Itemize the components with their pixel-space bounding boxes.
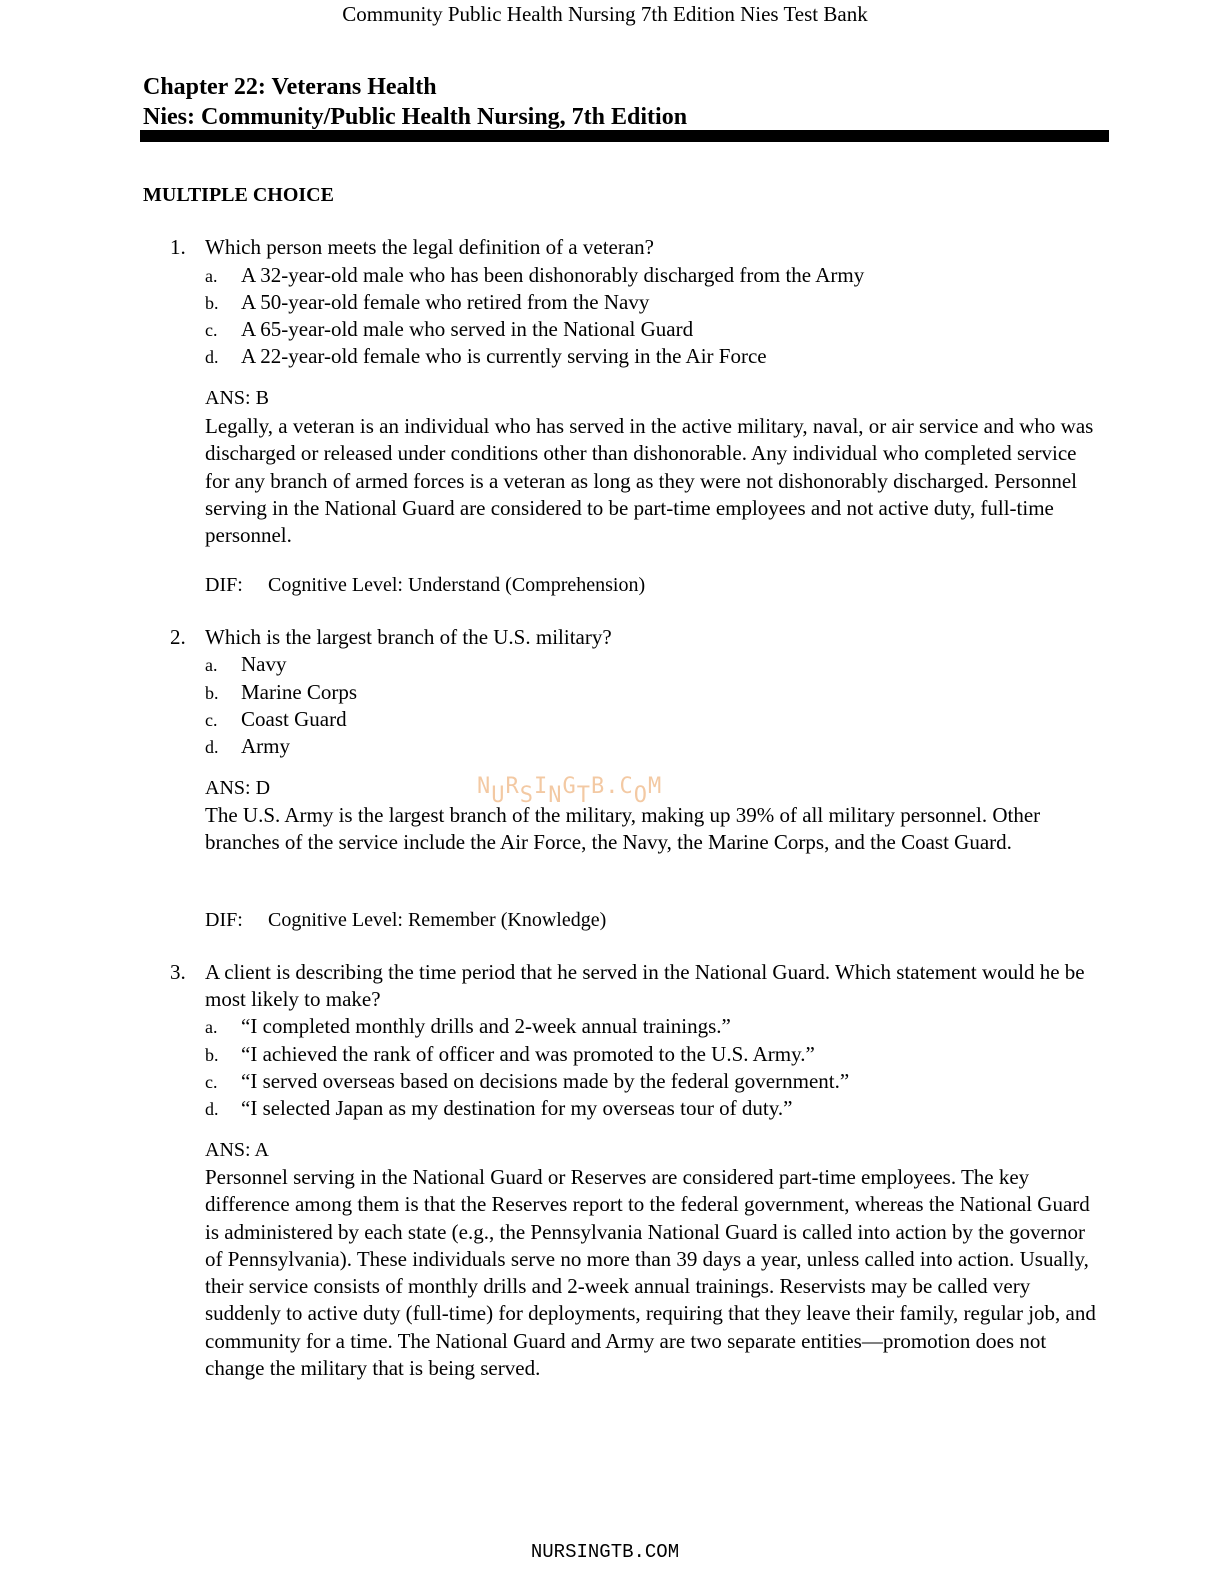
question-text: A client is describing the time period that he served in the National Guard. Which statement would he be most likely to make?: [205, 960, 1085, 1011]
option-letter: b.: [205, 683, 219, 703]
question-number: 2.: [170, 625, 186, 649]
watermark-letter: N: [477, 774, 492, 799]
option-letter: c.: [205, 320, 218, 340]
option-text: Army: [241, 734, 290, 758]
option-text: Coast Guard: [241, 707, 347, 731]
option-text: “I served overseas based on decisions made by the federal government.”: [241, 1069, 850, 1093]
option-letter: b.: [205, 1045, 219, 1065]
question-stem: [170, 624, 1105, 651]
question-number: 3.: [170, 960, 186, 984]
watermark-letter: R: [505, 774, 520, 799]
watermark-letter: I: [534, 774, 549, 799]
running-header: Community Public Health Nursing 7th Edition Nies Test Bank: [342, 2, 868, 26]
option-text: A 50-year-old female who retired from the Navy: [241, 290, 650, 314]
difficulty-label: DIF:: [205, 909, 243, 931]
difficulty: [205, 909, 606, 932]
heading-rule: [140, 130, 1109, 142]
option-d: [205, 343, 767, 371]
option-a: [205, 1013, 731, 1041]
option-text: Marine Corps: [241, 680, 358, 704]
chapter-title-line2: Nies: Community/Public Health Nursing, 7th Edition: [143, 104, 688, 130]
option-b: [205, 679, 357, 707]
answer-key: ANS: B: [205, 387, 269, 409]
option-text: Navy: [241, 652, 287, 676]
watermark-letter: G: [562, 774, 577, 799]
option-d: [205, 733, 290, 761]
answer-key: ANS: A: [205, 1139, 269, 1161]
watermark: [477, 774, 663, 808]
option-text: A 22-year-old female who is currently serving in the Air Force: [241, 344, 767, 368]
section-title: MULTIPLE CHOICE: [143, 184, 334, 206]
rationale: Personnel serving in the National Guard or Reserves are considered part-time employees. The key difference among them is that the Reserves report to the federal government, whereas the National Guard is administered by each state (e.g., the Pennsylvania National Guard is called into action by the governor of Pennsylvania). These individuals serve no more than 39 days a year, unless called into action. Usually, their service consists of monthly drills and 2-week annual trainings. Reservists may be called very suddenly to active duty (full-time) for deployments, requiring that they leave their family, regular job, and community for a time. The National Guard and Army are two separate entities—promotion does not change the military that is being served.: [205, 1165, 1096, 1381]
watermark-letter: O: [633, 783, 648, 808]
option-a: [205, 262, 864, 290]
watermark-letter: C: [619, 774, 634, 799]
watermark-letter: B: [591, 774, 606, 799]
option-text: “I achieved the rank of officer and was promoted to the U.S. Army.”: [241, 1042, 815, 1066]
footer-site: NURSINGTB.COM: [530, 1541, 680, 1563]
option-letter: d.: [205, 737, 219, 757]
rationale: Legally, a veteran is an individual who has served in the active military, naval, or air service and who was discharged or released under conditions other than dishonorable. Any individual who completed service for any branch of armed forces is a veteran as long as they were not dishonorably discharged. Personnel serving in the National Guard are considered to be part-time employees and not active duty, full-time personnel.: [205, 414, 1094, 548]
watermark-letter: U: [491, 783, 506, 808]
option-c: [205, 316, 693, 344]
watermark-letter: M: [648, 774, 663, 799]
option-letter: c.: [205, 1072, 218, 1092]
option-letter: d.: [205, 347, 219, 367]
difficulty-label: DIF:: [205, 574, 243, 596]
question-number: 1.: [170, 235, 186, 259]
question-text: Which person meets the legal definition of a veteran?: [205, 235, 654, 259]
question-stem: [170, 959, 1105, 1013]
option-b: [205, 289, 649, 317]
option-text: “I completed monthly drills and 2-week annual trainings.”: [241, 1014, 731, 1038]
difficulty-text: Cognitive Level: Remember (Knowledge): [268, 909, 607, 931]
answer-key: ANS: D: [205, 777, 271, 799]
chapter-title-line1: Chapter 22: Veterans Health: [143, 74, 437, 100]
option-a: [205, 651, 287, 679]
option-letter: a.: [205, 1017, 218, 1037]
watermark-letter: N: [548, 783, 563, 808]
difficulty: [205, 574, 645, 597]
watermark-letter: S: [519, 783, 534, 808]
option-c: [205, 1068, 849, 1096]
option-letter: b.: [205, 293, 219, 313]
option-text: “I selected Japan as my destination for my overseas tour of duty.”: [241, 1096, 793, 1120]
watermark-letter: T: [576, 783, 591, 808]
question-text: Which is the largest branch of the U.S. military?: [205, 625, 612, 649]
option-letter: c.: [205, 710, 218, 730]
rationale: The U.S. Army is the largest branch of the military, making up 39% of all military personnel. Other branches of the service include the Air Force, the Navy, the Marine Corps, and the Coast Guard.: [205, 803, 1041, 855]
option-letter: d.: [205, 1099, 219, 1119]
watermark-letter: .: [605, 774, 620, 799]
option-d: [205, 1095, 792, 1123]
option-text: A 65-year-old male who served in the National Guard: [241, 317, 694, 341]
option-c: [205, 706, 347, 734]
difficulty-text: Cognitive Level: Understand (Comprehension): [268, 574, 646, 596]
chapter-title: [143, 72, 687, 132]
option-b: [205, 1041, 815, 1069]
option-letter: a.: [205, 655, 218, 675]
question-stem: [170, 234, 1105, 261]
option-letter: a.: [205, 266, 218, 286]
option-text: A 32-year-old male who has been dishonorably discharged from the Army: [241, 263, 865, 287]
